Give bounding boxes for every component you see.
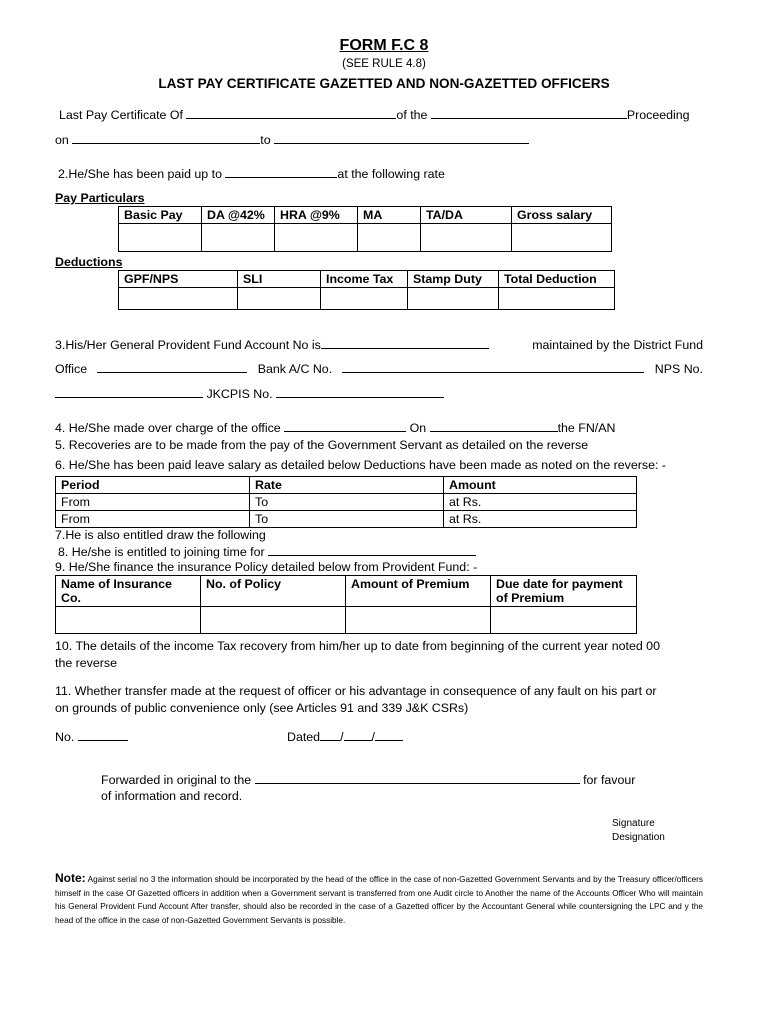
due-date-line-1: Due date for payment [496, 577, 623, 591]
item-9: 9. He/She finance the insurance Policy detailed below from Provident Fund: - [55, 560, 478, 574]
deductions-table [118, 270, 615, 310]
note [55, 872, 703, 927]
bank-label: Bank A/C No. [257, 362, 333, 376]
forwarded-to-blank[interactable] [255, 772, 580, 784]
leave-table [55, 476, 637, 528]
dated-label: Dated [287, 730, 321, 744]
leave-cell[interactable]: at Rs. [444, 494, 637, 511]
item-8-label: 8. He/she is entitled to joining time for [58, 545, 265, 559]
item-2 [58, 166, 445, 181]
proceeding-on-blank[interactable] [72, 132, 260, 144]
pay-cell[interactable] [119, 224, 202, 252]
item-7: 7.He is also entitled draw the following [55, 528, 266, 542]
proceeding-label: Proceeding [626, 108, 690, 122]
joining-time-blank[interactable] [268, 544, 476, 556]
lpc-of-label: Last Pay Certificate Of [59, 108, 183, 122]
on-label: on [55, 133, 69, 147]
leave-cell[interactable]: To [250, 511, 444, 528]
deduction-header: SLI [238, 271, 321, 288]
leave-header: Amount [444, 477, 637, 494]
due-date-line-2: of Premium [496, 591, 565, 605]
date-sep: / [340, 730, 344, 744]
form-title: FORM F.C 8 [339, 37, 429, 54]
proceeding-to-blank[interactable] [274, 132, 529, 144]
leave-cell[interactable]: From [56, 494, 250, 511]
number-field [55, 729, 128, 744]
pay-header: DA @42% [202, 207, 275, 224]
lpc-name-blank[interactable] [186, 107, 396, 119]
jkcpis-blank[interactable] [276, 386, 444, 398]
pay-cell[interactable] [512, 224, 612, 252]
nps-number-blank[interactable] [55, 386, 203, 398]
gpf-label: 3.His/Her General Provident Fund Account No is [55, 338, 321, 352]
deduction-header: Total Deduction [499, 271, 615, 288]
insurance-name-line-2: Co. [61, 591, 81, 605]
pay-header: HRA @9% [275, 207, 358, 224]
designation-label: Designation [612, 832, 665, 843]
forwarded-prefix: Forwarded in original to the [101, 773, 252, 787]
pay-cell[interactable] [202, 224, 275, 252]
charge-date-blank[interactable] [430, 420, 558, 432]
item-11-line-2: on grounds of public convenience only (see Articles 91 and 339 J&K CSRs) [55, 701, 469, 715]
pay-header: MA [358, 207, 421, 224]
deduction-cell[interactable] [408, 288, 499, 310]
insurance-cell[interactable] [56, 607, 201, 634]
pay-table [118, 206, 612, 252]
note-text: Against serial no 3 the information should be incorporated by the head of the office in the case of non-Gazetted Government Servants and by the Treasury officer/officers himself in the case Of Gazetted officers in addition when a Government servant is transferred from one Audit circle to Another the name of the Accounts Officer Who will maintain his General Provident Fund Account After transfer, should also be recorded in the case of a Gazetted officer by the Accountant General while countersigning the LPC and y the head of the office in the case of non-Gazetted Government Servants is possible. [55, 875, 703, 925]
office-label: Office [55, 362, 88, 376]
pay-header: Basic Pay [119, 207, 202, 224]
year-blank[interactable] [375, 729, 403, 741]
insurance-table [55, 575, 637, 634]
paid-up-to-blank[interactable] [225, 166, 337, 178]
insurance-cell[interactable] [346, 607, 491, 634]
table-row [56, 494, 637, 511]
deduction-header: Stamp Duty [408, 271, 499, 288]
item-4-on: On [409, 421, 427, 435]
insurance-cell[interactable] [491, 607, 637, 634]
dated-field [287, 729, 403, 744]
item-4-suffix: the FN/AN [557, 421, 616, 435]
deduction-cell[interactable] [119, 288, 238, 310]
department-blank[interactable] [431, 107, 627, 119]
leave-cell[interactable]: From [56, 511, 250, 528]
note-label: Note: [55, 871, 86, 885]
forwarded-line-1 [101, 772, 635, 787]
number-blank[interactable] [78, 729, 128, 741]
deduction-header: Income Tax [321, 271, 408, 288]
page-heading: LAST PAY CERTIFICATE GAZETTED AND NON-GAZETTED OFFICERS [158, 76, 610, 91]
pay-header: TA/DA [421, 207, 512, 224]
insurance-header [56, 576, 201, 607]
deduction-cell[interactable] [499, 288, 615, 310]
item-4-prefix: 4. He/She made over charge of the office [55, 421, 281, 435]
item-10-line-2: the reverse [55, 656, 117, 670]
office-blank[interactable] [97, 361, 247, 373]
to-label: to [260, 133, 271, 147]
deduction-cell[interactable] [321, 288, 408, 310]
intro-line-1 [59, 107, 703, 122]
deductions-label: Deductions [55, 255, 123, 269]
pay-cell[interactable] [275, 224, 358, 252]
pay-cell[interactable] [421, 224, 512, 252]
leave-header: Period [56, 477, 250, 494]
bank-account-blank[interactable] [342, 361, 644, 373]
item-10-line-1: 10. The details of the income Tax recovery from him/her up to date from beginning of the current year noted 00 [55, 639, 660, 653]
signature-label: Signature [612, 818, 655, 829]
of-the-label: of the [396, 108, 428, 122]
district-fund-label: maintained by the District Fund [532, 338, 703, 352]
leave-cell[interactable]: at Rs. [444, 511, 637, 528]
deduction-header: GPF/NPS [119, 271, 238, 288]
date-sep: / [371, 730, 375, 744]
insurance-name-line-1: Name of Insurance [61, 577, 172, 591]
item-6: 6. He/She has been paid leave salary as detailed below Deductions have been made as noted on the reverse: - [55, 458, 666, 472]
item-2-suffix: at the following rate [337, 167, 445, 181]
day-blank[interactable] [320, 729, 340, 741]
insurance-cell[interactable] [201, 607, 346, 634]
insurance-header: No. of Policy [201, 576, 346, 607]
item-2-prefix: 2.He/She has been paid up to [58, 167, 222, 181]
gpf-account-blank[interactable] [321, 337, 489, 349]
jkcpis-label: JKCPIS No. [206, 387, 273, 401]
forwarded-suffix: for favour [583, 773, 636, 787]
no-label: No. [55, 730, 75, 744]
item-3-line-2 [55, 361, 703, 376]
item-4 [55, 420, 615, 435]
forwarded-line-2: of information and record. [101, 789, 243, 803]
pay-particulars-label: Pay Particulars [55, 191, 145, 205]
intro-line-2 [55, 132, 529, 147]
pay-header: Gross salary [512, 207, 612, 224]
leave-cell[interactable]: To [250, 494, 444, 511]
item-11-line-1: 11. Whether transfer made at the request of officer or his advantage in consequence of any fault on his part or [55, 684, 657, 698]
table-row [56, 511, 637, 528]
insurance-header [491, 576, 637, 607]
rule-reference: (SEE RULE 4.8) [342, 58, 426, 70]
month-blank[interactable] [344, 729, 372, 741]
item-8 [58, 544, 476, 559]
item-3-line-3 [55, 386, 444, 401]
charge-office-blank[interactable] [284, 420, 406, 432]
pay-cell[interactable] [358, 224, 421, 252]
insurance-header: Amount of Premium [346, 576, 491, 607]
item-5: 5. Recoveries are to be made from the pay of the Government Servant as detailed on the reverse [55, 438, 589, 452]
item-3-line-1 [55, 337, 703, 352]
leave-header: Rate [250, 477, 444, 494]
nps-label: NPS No. [654, 362, 703, 376]
deduction-cell[interactable] [238, 288, 321, 310]
